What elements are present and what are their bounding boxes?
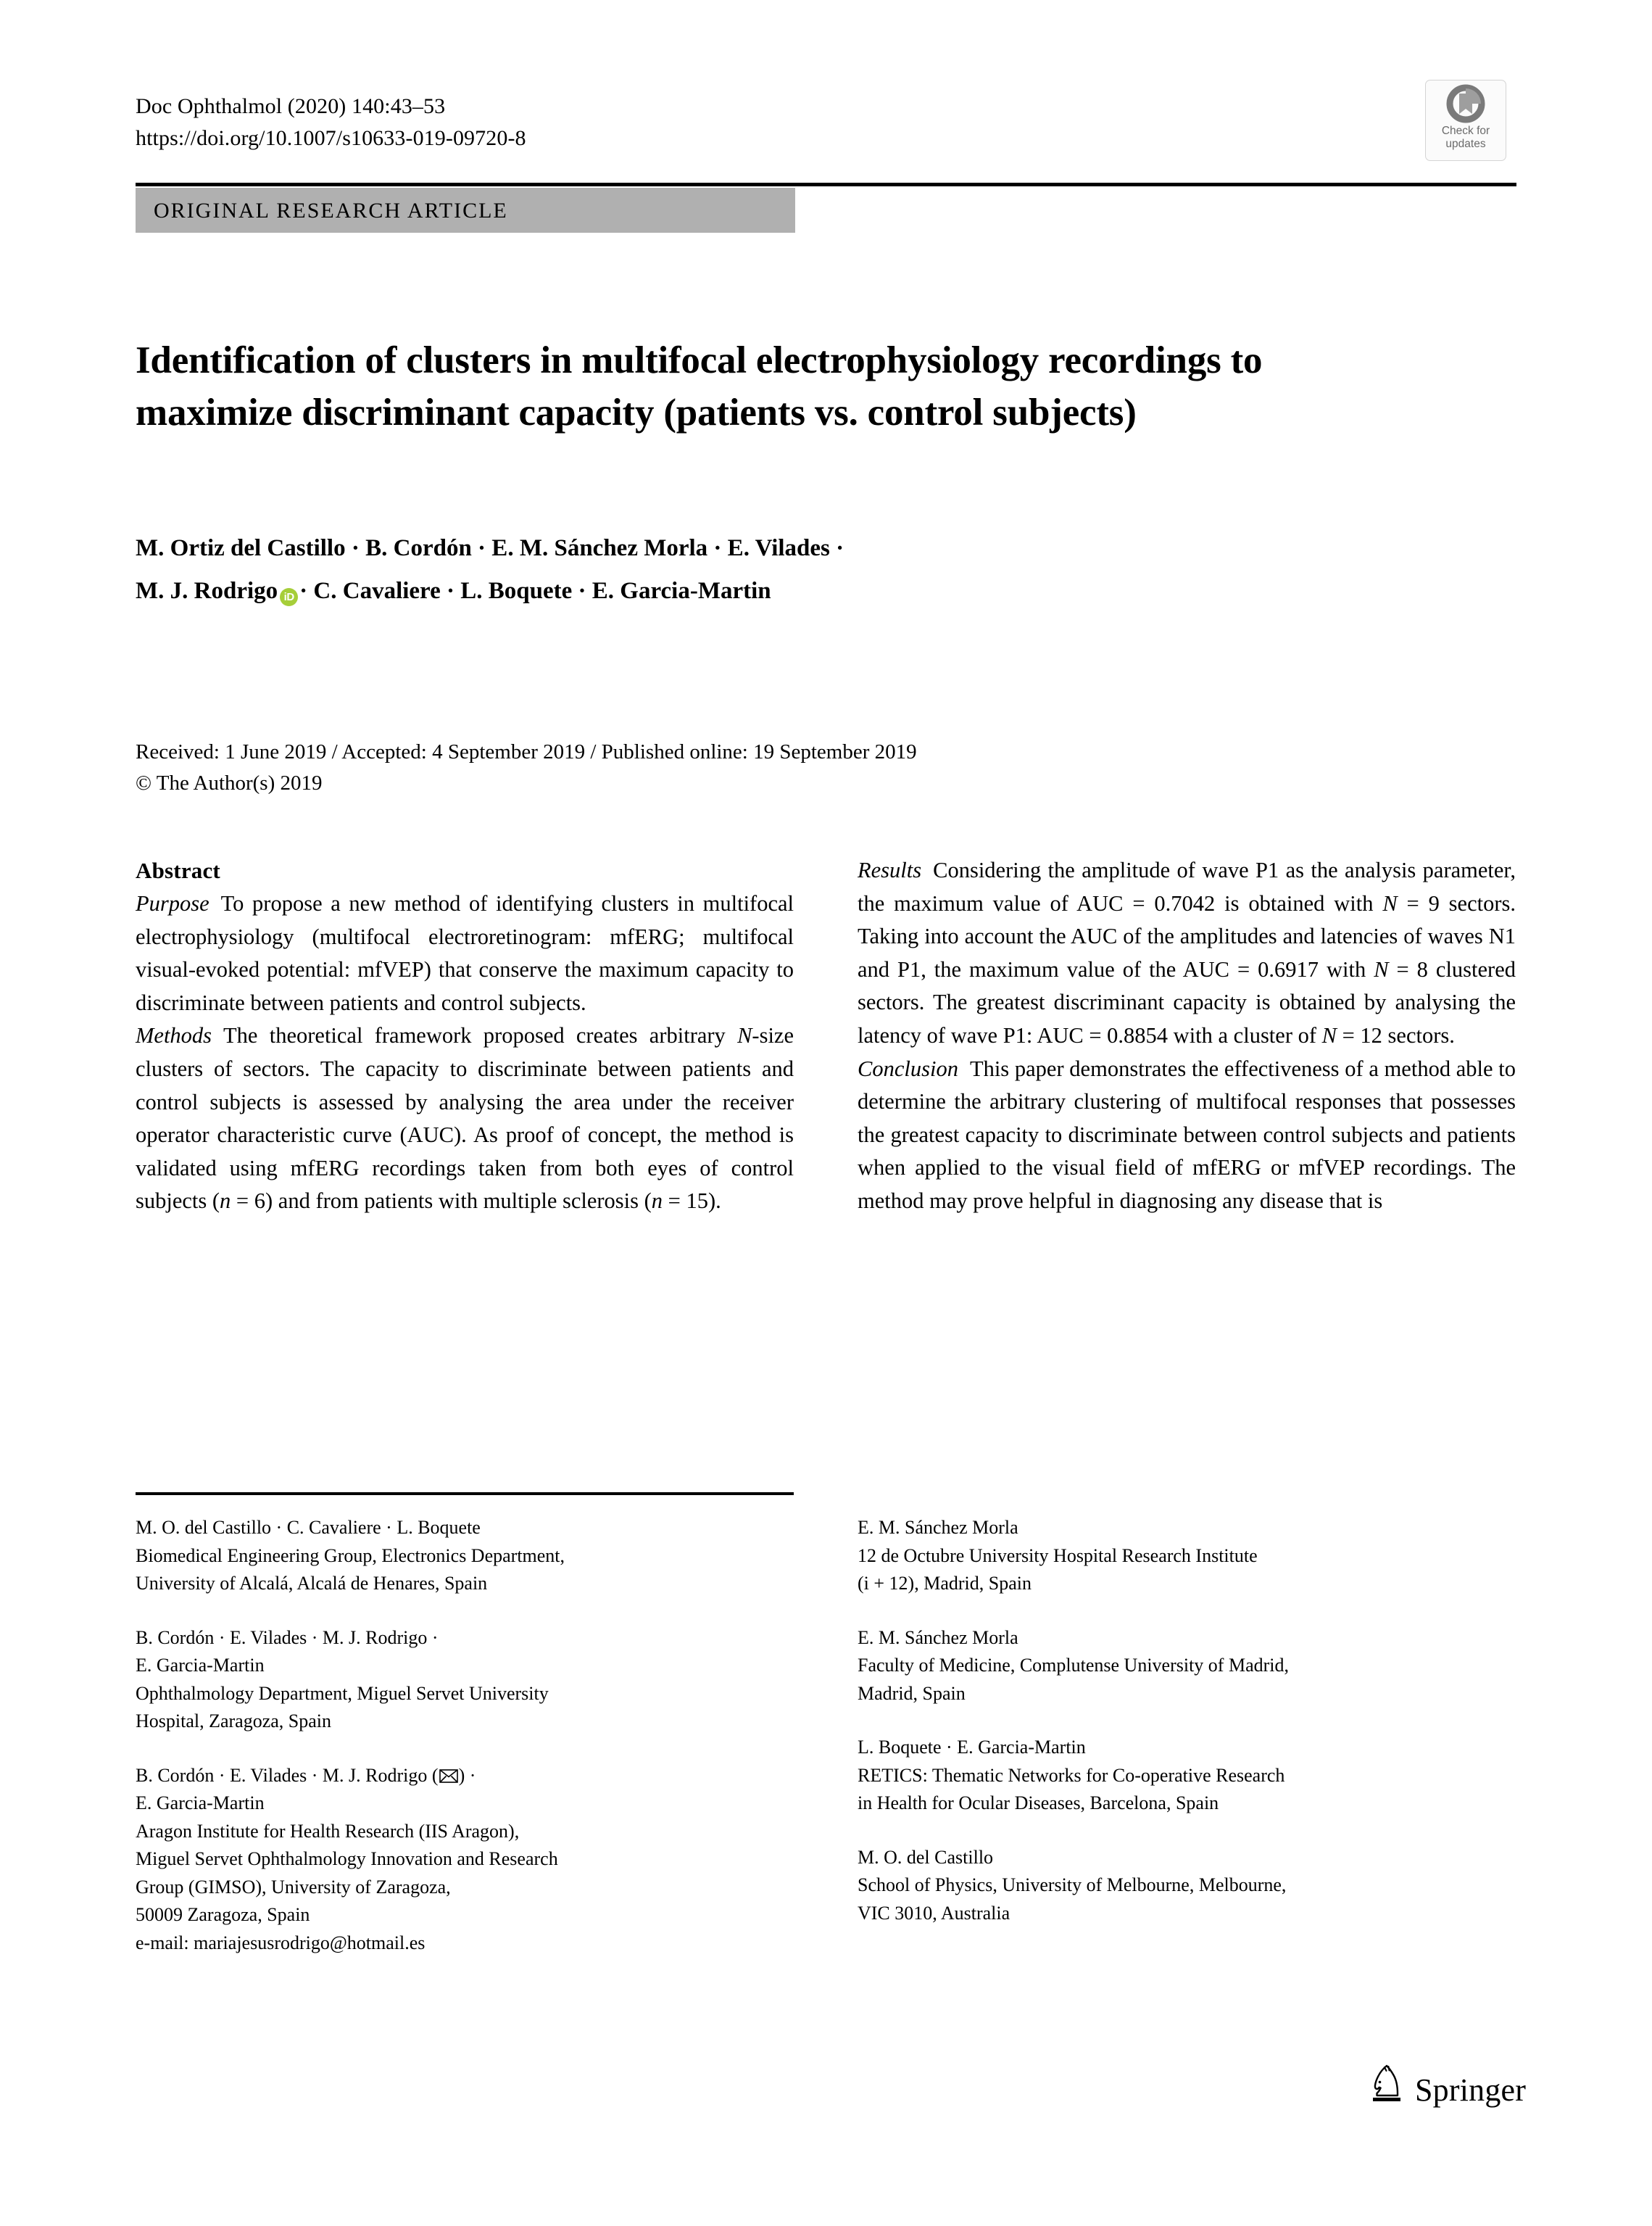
abstract-column-right <box>858 854 1516 1218</box>
abstract-results <box>858 854 1516 1053</box>
affiliation-line: University of Alcalá, Alcalá de Henares, Spain <box>136 1573 488 1594</box>
affiliation-block <box>136 1514 794 1598</box>
abstract-methods <box>136 1019 794 1218</box>
results-text-2: = 9 sectors. Taking into account the AUC of the amplitudes and latencies of waves N1 and P1, the maximum value of the AUC = 0.6917 with <box>858 890 1516 982</box>
affiliation-block <box>858 1844 1516 1928</box>
affiliation-authors <box>136 1762 794 1790</box>
journal-reference <box>136 91 526 154</box>
affiliation-line: Group (GIMSO), University of Zaragoza, <box>136 1876 451 1898</box>
affiliation-line: Miguel Servet Ophthalmology Innovation and Research <box>136 1848 558 1869</box>
copyright-line: © The Author(s) 2019 <box>136 771 323 795</box>
page-title: Identification of clusters in multifocal electrophysiology recordings to maximize discriminant capacity (patients vs. control subjects) <box>136 339 1263 434</box>
affiliation-line: 50009 Zaragoza, Spain <box>136 1904 310 1925</box>
corresponding-authors-post: ) · <box>458 1764 476 1786</box>
corresponding-authors-pre: B. Cordón · E. Vilades · M. J. Rodrigo ( <box>136 1764 439 1786</box>
affiliation-authors: E. M. Sánchez Morla <box>858 1517 1018 1538</box>
check-for-updates-badge[interactable] <box>1425 80 1506 161</box>
methods-text-2: -size clusters of sectors. The capacity to discriminate between patients and control subjects is assessed by analysing the area under the receiver operator characteristic curve (AUC). As proof of concept, the method is validated using mfERG recordings taken from both eyes of control subjects ( <box>136 1023 794 1214</box>
footnote-rule <box>136 1492 794 1495</box>
affiliation-line: Hospital, Zaragoza, Spain <box>136 1710 332 1731</box>
publication-dates <box>136 737 917 799</box>
affiliation-block <box>136 1624 794 1736</box>
corresponding-email[interactable]: e-mail: mariajesusrodrigo@hotmail.es <box>136 1932 426 1953</box>
results-symbol-n1: N <box>1382 890 1398 916</box>
affiliation-block-corresponding <box>136 1762 794 1958</box>
methods-text-3: = 6) and from patients with multiple sclerosis ( <box>231 1188 652 1214</box>
received-accepted-published-line: Received: 1 June 2019 / Accepted: 4 September 2019 / Published online: 19 September 2019 <box>136 740 917 764</box>
affiliation-authors: M. O. del Castillo · C. Cavaliere · L. Boquete <box>136 1517 481 1538</box>
affiliation-line: Madrid, Spain <box>858 1682 966 1704</box>
affiliation-authors: L. Boquete · E. Garcia-Martin <box>858 1737 1086 1758</box>
results-symbol-n2: N <box>1374 956 1389 982</box>
springer-wordmark: Springer <box>1415 2072 1527 2108</box>
affiliation-line: Biomedical Engineering Group, Electronics Department, <box>136 1544 565 1566</box>
affiliation-line: in Health for Ocular Diseases, Barcelona, Spain <box>858 1792 1219 1813</box>
author-line-1: M. Ortiz del Castillo · B. Cordón · E. M. Sánchez Morla · E. Vilades · <box>136 535 844 561</box>
publisher-logo <box>1369 2063 1526 2107</box>
methods-symbol-n1: N <box>737 1023 752 1048</box>
affiliations-right <box>858 1514 1516 1927</box>
affiliation-line: Ophthalmology Department, Miguel Servet University <box>136 1682 549 1704</box>
updates-badge-line1: Check for <box>1441 125 1490 137</box>
springer-knight-icon <box>1369 2063 1406 2107</box>
affiliation-line: VIC 3010, Australia <box>858 1902 1010 1924</box>
affiliation-block <box>858 1514 1516 1598</box>
affiliation-authors: E. M. Sánchez Morla <box>858 1626 1018 1648</box>
affiliation-line: Faculty of Medicine, Complutense University of Madrid, <box>858 1655 1290 1676</box>
crossmark-icon <box>1445 83 1486 124</box>
banner-rule <box>136 183 1516 186</box>
article-type-label: ORIGINAL RESEARCH ARTICLE <box>154 199 508 223</box>
affiliation-authors: E. Garcia-Martin <box>136 1792 265 1813</box>
methods-text-4: = 15). <box>663 1188 721 1214</box>
affiliation-line: RETICS: Thematic Networks for Co-operative Research <box>858 1764 1285 1786</box>
methods-symbol-n2: n <box>220 1188 231 1214</box>
author-line-2 <box>136 570 1411 613</box>
purpose-text: To propose a new method of identifying clusters in multifocal electrophysiology (multifocal electroretinogram: mfERG; multifocal visual-evoked potential: mfVEP) that conserve the maximum capacity to discriminate between patients and control subjects. <box>136 891 794 1015</box>
doi-line[interactable]: https://doi.org/10.1007/s10633-019-09720-8 <box>136 126 526 150</box>
results-text-4: = 12 sectors. <box>1336 1022 1455 1048</box>
conclusion-label: Conclusion <box>858 1056 958 1081</box>
affiliation-line: (i + 12), Madrid, Spain <box>858 1573 1032 1594</box>
affiliation-line: 12 de Octubre University Hospital Research Institute <box>858 1544 1258 1566</box>
abstract-conclusion <box>858 1053 1516 1218</box>
results-label: Results <box>858 858 922 882</box>
envelope-icon <box>439 1763 458 1777</box>
conclusion-text: This paper demonstrates the effectiveness of a method able to determine the arbitrary clustering of multifocal responses that possesses the greatest capacity to discriminate between control subjects and patients when applied to the visual field of mfERG or mfVEP recordings. The method may prove helpful in diagnosing any disease that is <box>858 1056 1516 1213</box>
affiliation-authors: E. Garcia-Martin <box>136 1655 265 1676</box>
affiliation-line: School of Physics, University of Melbourne, Melbourne, <box>858 1874 1287 1895</box>
updates-badge-line2: updates <box>1445 138 1486 150</box>
methods-label: Methods <box>136 1023 212 1048</box>
abstract-column-left <box>136 854 794 1218</box>
methods-symbol-n3: n <box>651 1188 663 1214</box>
results-symbol-n3: N <box>1321 1022 1337 1048</box>
journal-citation-line: Doc Ophthalmol (2020) 140:43–53 <box>136 94 446 118</box>
author-name-rodrigo: M. J. Rodrigo <box>136 578 278 604</box>
results-text-3: = 8 clustered sectors. The greatest discriminant capacity is obtained by analysing the latency of wave P1: AUC = 0.8854 with a cluster of <box>858 956 1516 1048</box>
author-list <box>136 527 1411 613</box>
affiliation-block <box>858 1734 1516 1818</box>
affiliation-block <box>858 1624 1516 1708</box>
affiliation-line: Aragon Institute for Health Research (IIS Aragon), <box>136 1820 520 1842</box>
purpose-label: Purpose <box>136 891 209 916</box>
abstract-purpose <box>136 887 794 1019</box>
affiliations-left <box>136 1514 794 1957</box>
affiliation-authors: M. O. del Castillo <box>858 1846 994 1868</box>
author-line-2-rest: · C. Cavaliere · L. Boquete · E. Garcia-Martin <box>299 578 771 604</box>
affiliation-authors: B. Cordón · E. Vilades · M. J. Rodrigo · <box>136 1626 439 1648</box>
methods-text-1: The theoretical framework proposed creates arbitrary <box>223 1023 738 1048</box>
results-text-1: Considering the amplitude of wave P1 as the analysis parameter, the maximum value of AUC = 0.7042 is obtained with <box>858 858 1516 916</box>
orcid-icon[interactable]: iD <box>280 588 298 606</box>
abstract-heading: Abstract <box>136 858 220 883</box>
